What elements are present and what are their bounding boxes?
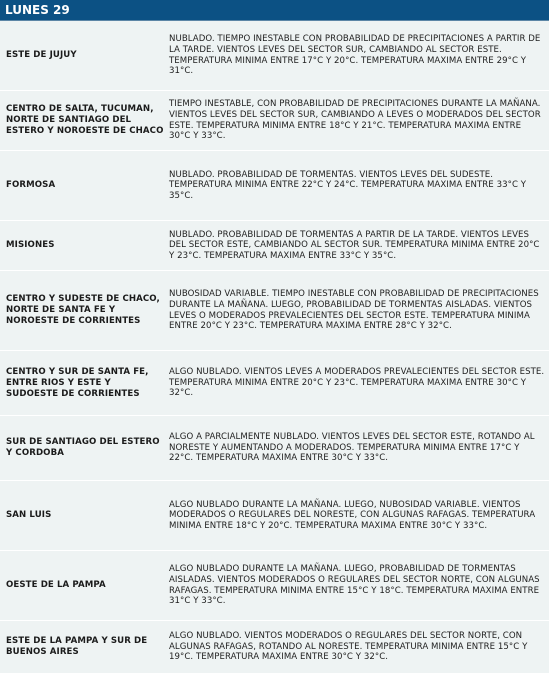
day-header: LUNES 29 bbox=[0, 0, 549, 21]
forecast-row bbox=[0, 481, 549, 551]
region-name: CENTRO DE SALTA, TUCUMAN, NORTE DE SANTIAGO DEL ESTERO Y NOROESTE DE CHACO bbox=[6, 104, 164, 136]
region-name: MISIONES bbox=[6, 240, 55, 250]
forecast-text: NUBLADO. PROBABILIDAD DE TORMENTAS A PARTIR DE LA TARDE. VIENTOS LEVES DEL SECTOR ESTE, CAMBIANDO AL SECTOR SUR. TEMPERATURA MINIMA ENTRE 20°C Y 23°C. TEMPERATURA MAXIMA ENTRE 33°C Y 35°C. bbox=[169, 229, 540, 261]
region-name: ESTE DE LA PAMPA Y SUR DE BUENOS AIRES bbox=[6, 636, 148, 657]
forecast-text: NUBOSIDAD VARIABLE. TIEMPO INESTABLE CON PROBABILIDAD DE PRECIPITACIONES DURANTE LA MAÑANA. LUEGO, PROBABILIDAD DE TORMENTAS AISLADAS. VIENTOS LEVES O MODERADOS PREVALECIENTES DEL SECTOR ESTE. TEMPERATURA MINIMA ENTRE 20°C Y 23°C. TEMPERATURA MAXIMA ENTRE 28°C Y 32°C. bbox=[169, 289, 539, 332]
forecast-table bbox=[0, 21, 549, 674]
forecast-text: TIEMPO INESTABLE, CON PROBABILIDAD DE PRECIPITACIONES DURANTE LA MAÑANA. VIENTOS LEVES DEL SECTOR SUR, CAMBIANDO A LEVES O MODERADOS DEL SECTOR ESTE. TEMPERATURA MINIMA ENTRE 18°C Y 21°C. TEMPERATURA MAXIMA ENTRE 30°C Y 33°C. bbox=[169, 99, 541, 142]
forecast-row bbox=[0, 551, 549, 621]
forecast-row bbox=[0, 271, 549, 351]
region-name: FORMOSA bbox=[6, 180, 56, 190]
region-name: ESTE DE JUJUY bbox=[6, 50, 77, 60]
forecast-text: NUBLADO. PROBABILIDAD DE TORMENTAS. VIENTOS LEVES DEL SUDESTE. TEMPERATURA MINIMA ENTRE 22°C Y 24°C. TEMPERATURA MAXIMA ENTRE 33°C Y 35°C. bbox=[169, 169, 527, 201]
forecast-text: ALGO NUBLADO DURANTE LA MAÑANA. LUEGO, PROBABILIDAD DE TORMENTAS AISLADAS. VIENTOS MODERADOS O REGULARES DEL SECTOR NORTE, CON ALGUNAS RAFAGAS. TEMPERATURA MINIMA ENTRE 15°C Y 18°C. TEMPERATURA MAXIMA ENTRE 31°C Y 33°C. bbox=[169, 564, 540, 607]
forecast-text: ALGO NUBLADO. VIENTOS LEVES A MODERADOS PREVALECIENTES DEL SECTOR ESTE. TEMPERATURA MINIMA ENTRE 20°C Y 23°C. TEMPERATURA MAXIMA ENTRE 30°C Y 32°C. bbox=[169, 367, 545, 399]
region-name: SUR DE SANTIAGO DEL ESTERO Y CORDOBA bbox=[6, 437, 160, 458]
forecast-text: ALGO NUBLADO DURANTE LA MAÑANA. LUEGO, NUBOSIDAD VARIABLE. VIENTOS MODERADOS O REGULARES DEL NORESTE, CON ALGUNAS RAFAGAS. TEMPERATURA MINIMA ENTRE 18°C Y 20°C. TEMPERATURA MAXIMA ENTRE 30°C Y 33°C. bbox=[169, 499, 536, 531]
region-name: OESTE DE LA PAMPA bbox=[6, 580, 106, 590]
region-name: CENTRO Y SUR DE SANTA FE, ENTRE RIOS Y ESTE Y SUDOESTE DE CORRIENTES bbox=[6, 366, 149, 399]
forecast-text: ALGO NUBLADO. VIENTOS MODERADOS O REGULARES DEL SECTOR NORTE, CON ALGUNAS RAFAGAS, ROTANDO AL NORESTE. TEMPERATURA MINIMA ENTRE 15°C Y 19°C. TEMPERATURA MAXIMA ENTRE 30°C Y 32°C. bbox=[169, 631, 528, 663]
forecast-row bbox=[0, 416, 549, 481]
forecast-row bbox=[0, 91, 549, 151]
forecast-text: ALGO A PARCIALMENTE NUBLADO. VIENTOS LEVES DEL SECTOR ESTE, ROTANDO AL NORESTE Y AUMENTANDO A MODERADOS. TEMPERATURA MINIMA ENTRE 17°C Y 22°C. TEMPERATURA MAXIMA ENTRE 30°C Y 33°C. bbox=[169, 432, 535, 464]
forecast-row bbox=[0, 351, 549, 416]
region-name: CENTRO Y SUDESTE DE CHACO, NORTE DE SANTA FE Y NOROESTE DE CORRIENTES bbox=[6, 294, 160, 326]
forecast-row bbox=[0, 621, 549, 674]
forecast-text: NUBLADO. TIEMPO INESTABLE CON PROBABILIDAD DE PRECIPITACIONES A PARTIR DE LA TARDE. VIENTOS LEVES DEL SECTOR SUR, CAMBIANDO AL SECTOR ESTE. TEMPERATURA MINIMA ENTRE 17°C Y 20°C. TEMPERATURA MAXIMA ENTRE 29°C Y 31°C. bbox=[169, 34, 541, 77]
region-name: SAN LUIS bbox=[6, 510, 52, 520]
forecast-row bbox=[0, 221, 549, 271]
forecast-row bbox=[0, 21, 549, 91]
forecast-row bbox=[0, 151, 549, 221]
